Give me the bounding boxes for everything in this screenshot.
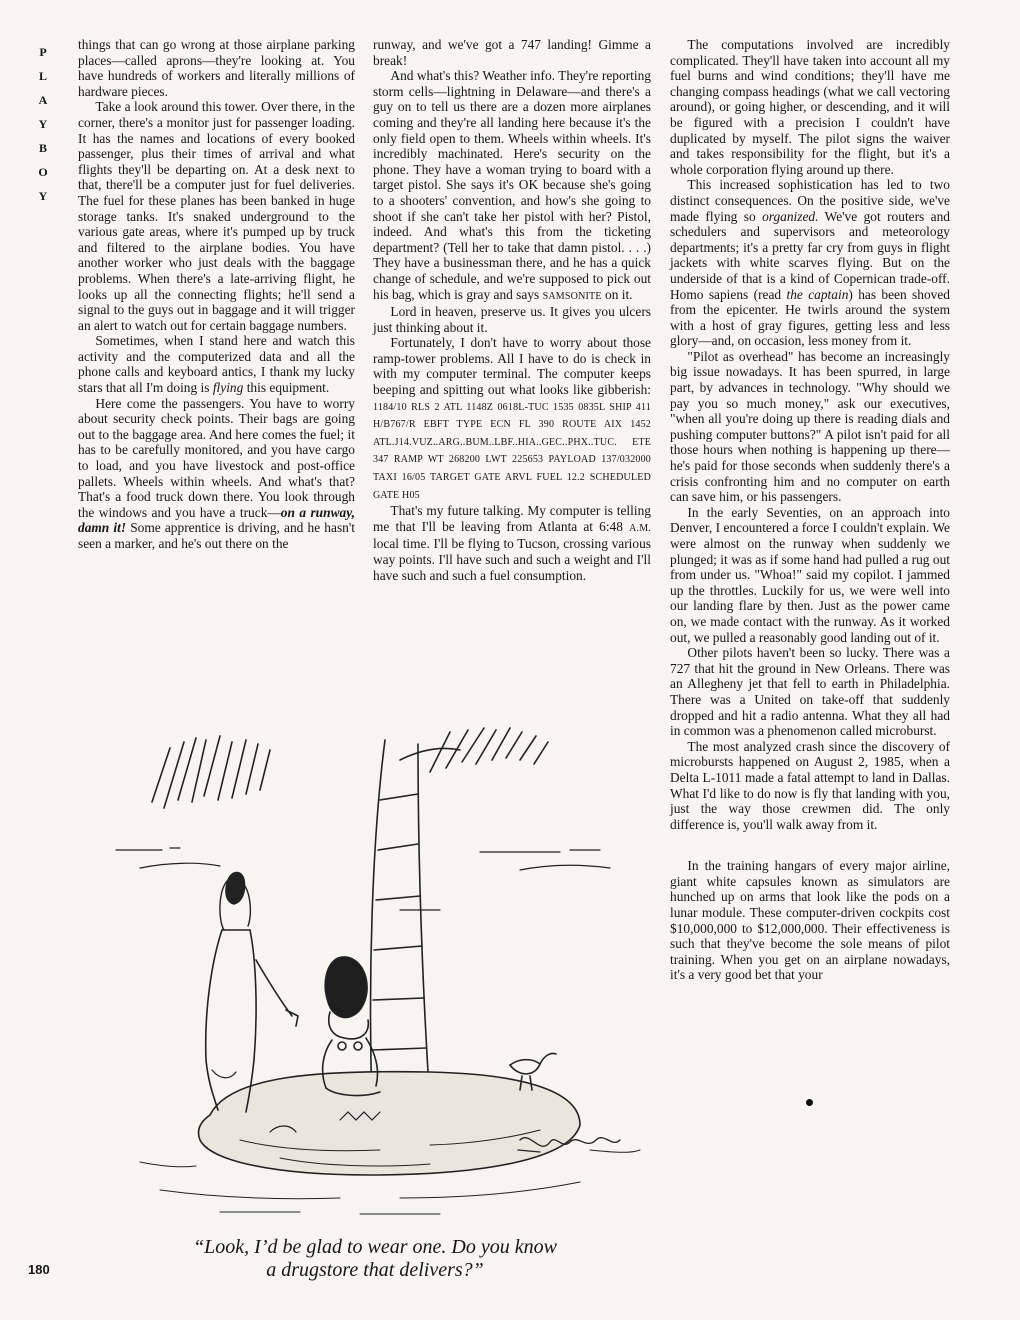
paragraph: That's my future talking. My computer is telling me that I'll be leaving from Atlanta at 6:48 A.M. local time. I'll be flying to Tucson, crossing various way points. I'll have such and such a weight and I'll have such and such a fuel consumption. bbox=[373, 503, 651, 583]
paragraph: runway, and we've got a 747 landing! Gimme a break! bbox=[373, 37, 651, 68]
masthead-letter: Y bbox=[38, 189, 48, 203]
paragraph: The computations involved are incredibly complicated. They'll have taken into account all my fuel burns and wind conditions; they'll have me changing compass headings (what we call vectoring around), or going higher, or descending, and it will be figured with a precision I couldn't have duplicated by myself. The pilot signs the waiver and takes responsibility for the flight, but it's a whole corporation flying around up there. bbox=[670, 37, 950, 177]
masthead-letter: Y bbox=[38, 117, 48, 131]
section-break-bullet bbox=[806, 1099, 813, 1106]
paragraph: Fortunately, I don't have to worry about those ramp-tower problems. All I have to do is check in with my computer terminal. The computer keeps beeping and spitting out what looks like gibberish: 1184/10 RLS 2 ATL 1148Z 0618L-TUC 1535 0835L SHIP 411 H/B767/R EBFT TYPE ECN FL 390 ROUTE AIX 1452 ATL.J14.VUZ..ARG..BUM..LBF..HIA..GEC..PHX..TUC. ETE 347 RAMP WT 268200 LWT 225653 PAYLOAD 137/032000 TAXI 16/05 TARGET GATE ARVL FUEL 12.2 SCHEDULED GATE H05 bbox=[373, 335, 651, 501]
article-column-2 bbox=[373, 37, 651, 583]
paragraph: In the early Seventies, on an approach into Denver, I encountered a force I couldn't explain. We were almost on the runway when suddenly we plunged; it was as if some hand had pulled a rug out from under us. "Whoa!" said my copilot. I jammed up the throttles. Luckily for us, we were well into our landing flare by then. Just as the power came on, we made contact with the runway. As it worked out, we pulled a reasonably good landing out of it. bbox=[670, 504, 950, 645]
paragraph: In the training hangars of every major airline, giant white capsules known as simulators are hunched up on arms that look like the pods on a lunar module. These computer-driven cockpits cost $10,000,000 to $12,000,000. Their effectiveness is such that they've become the sole means of pilot training. When you get on an airplane nowadays, it's a very good bet that your bbox=[670, 858, 950, 983]
paragraph: The most analyzed crash since the discovery of microbursts happened on August 2, 1985, when a Delta L-1011 made a fatal attempt to land in Dallas. What I'd like to do now is fly that landing with you, just the way those crewmen did. The only difference is, you'll walk away from it. bbox=[670, 738, 950, 832]
cartoon-illustration bbox=[100, 720, 648, 1220]
page-number: 180 bbox=[28, 1262, 50, 1277]
paragraph: And what's this? Weather info. They're reporting storm cells—lightning in Delaware—and there's a guy on to tell us there are a dozen more airplanes coming and they're all landing here because it's the only field open to them. Wheels within wheels. It's incredibly machinated. Here's security on the phone. They have a woman trying to board with a target pistol. She says it's OK because she's going to a shooters' convention, and how's she going to shoot if she can't take her pistol with her? Pistol, indeed. And what's this from the ticketing department? (Tell her to take that damn pistol. . . .) They have a businessman there, and he has a quick change of schedule, and we're supposed to pick out his bag, which is gray and says SAMSONITE on it. bbox=[373, 68, 651, 302]
masthead-letter: L bbox=[38, 69, 47, 83]
paragraph: Sometimes, when I stand here and watch this activity and the computerized data and all the phone calls and keyboard antics, I thank my lucky stars that all I'm doing is flying this equipment. bbox=[78, 333, 355, 396]
paragraph: things that can go wrong at those airplane parking places—called aprons—they're looking at. You have hundreds of workers and literally millions of hardware pieces. bbox=[78, 37, 355, 99]
island bbox=[198, 1072, 580, 1175]
paragraph: This increased sophistication has led to two distinct consequences. On the positive side, we've made flying so organized. We've got routers and schedulers and supervisors and meteorology departments; it's a pretty far cry from guys in flight jackets with white scarves flying. But on the underside of that is a kind of Copernican trade-off. Homo sapiens (read the captain) has been shoved from the epicenter. He twirls around the system with a host of gray figures, getting less and less glory—and, on occasion, less money from it. bbox=[670, 177, 950, 349]
paragraph: Take a look around this tower. Over there, in the corner, there's a monitor just for passenger loading. It has the names and locations of every booked passenger, plus their times of arrival and what flights they'll be departing on. At a desk next to that, there'll be a computer just for fuel deliveries. The fuel for these planes has been banked in huge storage tanks. It's snaked underground to the various gate areas, where it's pumped up by truck and filtered to the airplane bodies. You have another worker who just deals with the baggage problems. When there's a late-arriving flight, he looks up all the connecting flights; he'll send a signal to the guys out in baggage and it will trigger an alert to watch out for certain baggage numbers. bbox=[78, 99, 355, 333]
paragraph: Other pilots haven't been so lucky. There was a 727 that hit the ground in New Orleans. There was an Allegheny jet that fell to earth in Philadelphia. There was a United on take-off that suddenly dropped and hit a radio antenna. What they all had in common was a phenomenon called microburst. bbox=[670, 645, 950, 739]
palm-fronds bbox=[152, 728, 548, 808]
computer-printout: 1184/10 RLS 2 ATL 1148Z 0618L-TUC 1535 0835L SHIP 411 H/B767/R EBFT TYPE ECN FL 390 ROUTE AIX 1452 ATL.J14.VUZ..ARG..BUM..LBF..HIA..GEC..PHX..TUC. ETE 347 RAMP WT 268200 LWT 225653 PAYLOAD 137/032000 TAXI 16/05 TARGET GATE ARVL FUEL 12.2 SCHEDULED GATE H05 bbox=[373, 401, 651, 501]
magazine-masthead-vertical bbox=[31, 40, 55, 208]
article-column-1 bbox=[78, 37, 355, 552]
masthead-letter: P bbox=[39, 45, 47, 59]
paragraph: Lord in heaven, preserve us. It gives you ulcers just thinking about it. bbox=[373, 304, 651, 335]
sky-strokes bbox=[116, 848, 610, 910]
article-column-3 bbox=[670, 37, 950, 983]
cartoon-caption: “Look, I’d be glad to wear one. Do you know a drugstore that delivers?” bbox=[193, 1236, 557, 1281]
masthead-letter: B bbox=[38, 141, 47, 155]
man-figure bbox=[206, 873, 298, 1113]
palm-trunk bbox=[371, 740, 430, 1105]
paragraph: Here come the passengers. You have to worry about security check points. Their bags are going out to the baggage area. And here comes the fuel; it has to be carefully monitored, and you have cargo to load, and you have livestock and post-office pallets. Wheels within wheels. And what's that? That's a food truck down there. You look through the windows and you have a truck—on a runway, damn it! Some apprentice is driving, and he hasn't seen a marker, and he's out there on the bbox=[78, 395, 356, 551]
paragraph: "Pilot as overhead" has become an increasingly big issue nowadays. It has been spurred, in large part, by advances in technology. "Why should we pay you so much money," ask our executives, "when all you're doing up there is reading dials and pushing computer buttons?" A pilot isn't paid for all those hours when nothing is happening up there—he's paid for those seconds when suddenly there's a crisis confronting him and no computer on earth can save him, or his passengers. bbox=[670, 348, 950, 505]
masthead-letter: A bbox=[38, 93, 48, 107]
masthead-letter: O bbox=[38, 165, 48, 179]
